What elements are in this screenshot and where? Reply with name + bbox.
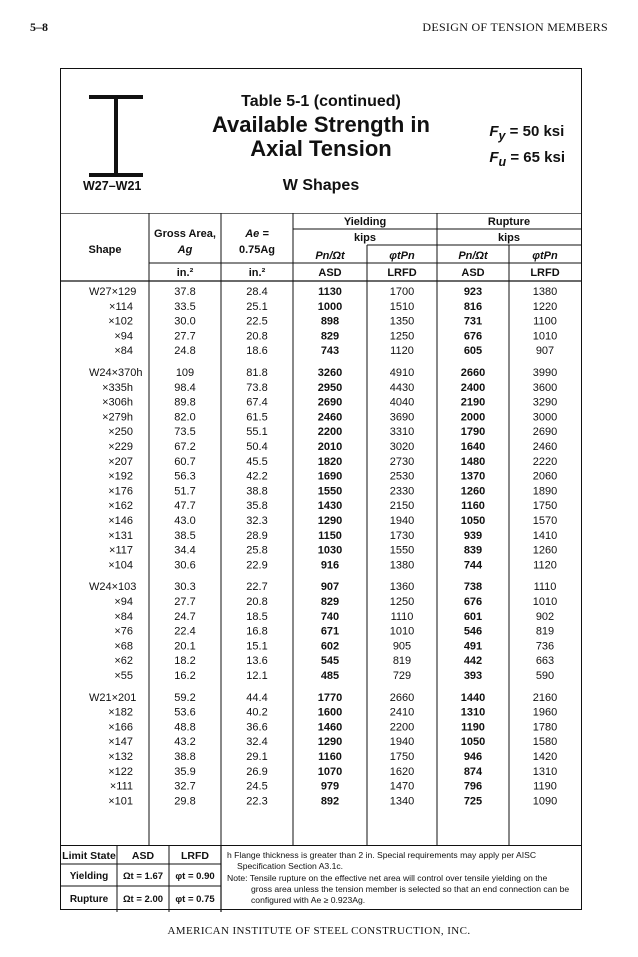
unit-rupt-lrfd: LRFD	[530, 267, 560, 279]
yield-asd-value: 1550	[317, 485, 343, 498]
rupt-lrfd-value: 1960	[532, 706, 558, 719]
gross-area-value: 35.9	[174, 765, 196, 778]
rupt-asd-value: 2660	[460, 367, 486, 379]
rupt-lrfd-value: 1190	[533, 780, 557, 793]
rupt-asd-value: 1370	[460, 470, 486, 483]
shape-designation: ×101	[108, 795, 133, 808]
gross-area-value: 27.7	[174, 596, 196, 608]
gross-area-value: 24.8	[174, 345, 196, 358]
rupt-lrfd-value: 2160	[532, 691, 558, 704]
gross-area-value: 27.7	[174, 330, 196, 343]
shape-designation: W27×129	[89, 286, 137, 298]
shape-designation: ×162	[108, 500, 133, 513]
fu-value: $F_u = 65$ ksi	[489, 149, 565, 169]
yield-lrfd-value: 729	[392, 670, 412, 682]
rupt-lrfd-value: 1890	[532, 485, 558, 498]
col-header-yielding-kips: kips	[353, 232, 377, 244]
rupt-asd-value: 738	[463, 581, 483, 594]
yield-asd-value: 2200	[317, 426, 343, 439]
rupt-lrfd-value: 1100	[533, 315, 557, 328]
yield-asd-value: 602	[320, 640, 340, 653]
yield-asd-value: 1770	[317, 691, 343, 704]
shape-designation: ×94	[114, 596, 133, 608]
table-frame	[60, 68, 582, 910]
shape-designation: ×111	[109, 780, 133, 793]
yield-lrfd-value: 1940	[389, 515, 415, 527]
yield-lrfd-value: 2200	[389, 721, 415, 734]
shape-designation: ×55	[114, 670, 133, 682]
ae-value: 28.4	[246, 286, 268, 298]
shape-designation: ×122	[108, 765, 133, 778]
footer-asd: ASD	[131, 850, 155, 862]
ae-value: 26.9	[246, 765, 268, 778]
gross-area-value: 16.2	[174, 670, 196, 682]
ae-value: 20.8	[246, 596, 268, 608]
shape-designation: ×76	[114, 625, 133, 638]
footer-yielding-asd: Ωt = 1.67	[122, 871, 164, 882]
unit-ae: in.²	[248, 267, 266, 279]
shape-designation: W21×201	[89, 691, 137, 704]
shape-designation: ×229	[108, 441, 133, 453]
shape-designation: W24×103	[89, 581, 137, 594]
ae-value: 22.3	[246, 795, 268, 808]
rupt-asd-value: 946	[463, 751, 483, 763]
ae-value: 38.8	[246, 485, 268, 498]
unit-yield-asd: ASD	[318, 267, 342, 279]
yield-lrfd-value: 4040	[389, 396, 415, 409]
ae-value: 61.5	[246, 411, 268, 424]
page-number: 5–8	[30, 20, 48, 34]
shape-designation: ×147	[108, 736, 133, 749]
yield-asd-value: 1130	[318, 286, 342, 298]
yield-asd-value: 1150	[318, 529, 342, 542]
rupt-asd-value: 1310	[460, 706, 486, 719]
yield-asd-value: 1430	[317, 500, 343, 513]
shape-designation: ×306h	[102, 396, 133, 409]
shape-designation: ×146	[108, 515, 133, 527]
gross-area-value: 53.6	[174, 706, 196, 719]
note-line1: Note: Tensile rupture on the effective net area will control over tensile yielding on the	[227, 873, 548, 883]
yield-asd-value: 743	[320, 345, 340, 358]
gross-area-value: 34.4	[174, 544, 196, 557]
rupt-asd-value: 1480	[460, 455, 486, 468]
gross-area-value: 67.2	[174, 441, 196, 453]
table-footer	[61, 845, 581, 912]
yield-lrfd-value: 1250	[389, 596, 415, 608]
footer-yielding-lrfd: φt = 0.90	[175, 871, 215, 882]
gross-area-value: 56.3	[174, 470, 196, 483]
rupt-lrfd-value: 1580	[532, 736, 558, 749]
ae-value: 12.1	[246, 670, 268, 682]
gross-area-value: 43.0	[174, 515, 196, 527]
gross-area-value: 82.0	[174, 411, 196, 424]
unit-gross-area: in.²	[176, 267, 194, 279]
material-properties	[489, 121, 565, 173]
yield-lrfd-value: 1360	[389, 581, 415, 594]
gross-area-value: 22.4	[174, 625, 196, 638]
rupt-lrfd-value: 1120	[533, 559, 557, 572]
gross-area-value: 48.8	[174, 721, 196, 734]
table-subtitle: W Shapes	[282, 177, 360, 194]
rupt-lrfd-value: 1260	[532, 544, 558, 557]
rupt-asd-value: 744	[463, 559, 483, 572]
rupt-asd-value: 1790	[460, 426, 486, 439]
shape-designation: ×207	[108, 455, 133, 468]
rupt-lrfd-value: 3000	[532, 411, 558, 424]
yield-asd-value: 1600	[317, 706, 343, 719]
gross-area-value: 29.8	[174, 795, 196, 808]
rupt-asd-value: 2190	[460, 396, 486, 409]
yield-asd-value: 2010	[317, 441, 343, 453]
rupt-lrfd-value: 2060	[532, 470, 558, 483]
shape-designation: ×131	[108, 529, 133, 542]
yield-lrfd-value: 1350	[389, 315, 415, 328]
footer-lrfd: LRFD	[181, 850, 209, 862]
yield-asd-value: 2950	[317, 381, 343, 394]
gross-area-value: 51.7	[174, 485, 196, 498]
shape-range-label: W27–W21	[83, 179, 142, 193]
yield-lrfd-value: 3690	[389, 411, 415, 424]
ae-value: 24.5	[246, 780, 268, 793]
publisher-line: AMERICAN INSTITUTE OF STEEL CONSTRUCTION, INC.	[167, 925, 471, 937]
rupt-lrfd-value: 1010	[532, 596, 558, 608]
yield-lrfd-value: 1340	[389, 795, 415, 808]
shape-designation: ×279h	[102, 411, 133, 424]
rupt-lrfd-value: 1410	[532, 529, 558, 542]
gross-area-value: 89.8	[174, 396, 196, 409]
ae-value: 29.1	[246, 751, 268, 763]
shape-designation: ×117	[109, 544, 133, 557]
col-header-rupture-kips: kips	[497, 232, 521, 244]
yield-asd-value: 740	[320, 610, 340, 623]
yield-asd-value: 907	[320, 581, 340, 594]
gross-area-value: 38.8	[174, 751, 196, 763]
yield-lrfd-value: 3020	[389, 441, 415, 453]
yield-lrfd-value: 1550	[389, 544, 415, 557]
yield-asd-value: 916	[320, 559, 340, 572]
yield-asd-value: 2690	[317, 396, 343, 409]
shape-designation: ×132	[108, 751, 133, 763]
yield-lrfd-value: 1620	[389, 765, 415, 778]
rupt-lrfd-value: 3600	[532, 381, 558, 394]
ae-value: 22.7	[246, 581, 268, 594]
rupt-lrfd-value: 1090	[532, 795, 558, 808]
yield-asd-value: 1460	[317, 721, 343, 734]
yield-asd-value: 3260	[317, 367, 343, 379]
note-line3: configured with Ae ≥ 0.923Ag.	[251, 895, 366, 905]
gross-area-value: 33.5	[174, 300, 196, 313]
shape-designation: ×102	[108, 315, 133, 328]
rupt-asd-value: 676	[463, 596, 483, 608]
strength-table	[61, 213, 581, 845]
shape-designation: ×250	[108, 426, 133, 439]
col-header-ae: Ae =	[245, 228, 269, 240]
yield-lrfd-value: 1730	[389, 529, 415, 542]
col-header-shape: Shape	[88, 244, 122, 256]
col-header-rupt-asd-sym: Pn/Ωt	[458, 250, 488, 262]
rupt-asd-value: 601	[463, 610, 483, 623]
ae-value: 20.8	[246, 330, 268, 343]
rupt-lrfd-value: 1750	[532, 500, 558, 513]
col-header-rupture: Rupture	[487, 216, 531, 228]
yield-lrfd-value: 1110	[390, 610, 414, 623]
rupt-lrfd-value: 1570	[532, 515, 558, 527]
rupt-asd-value: 1190	[461, 721, 485, 734]
yield-asd-value: 829	[320, 596, 340, 608]
yield-asd-value: 485	[320, 670, 340, 682]
col-header-yielding: Yielding	[343, 216, 387, 228]
col-header-yield-asd-sym: Pn/Ωt	[315, 250, 345, 262]
table-number: Table 5-1 (continued)	[241, 93, 401, 110]
ae-value: 40.2	[246, 706, 268, 719]
rupt-lrfd-value: 1380	[532, 286, 558, 298]
gross-area-value: 24.7	[174, 610, 196, 623]
yield-lrfd-value: 1470	[389, 780, 415, 793]
rupt-asd-value: 2400	[460, 381, 486, 394]
ae-value: 25.1	[246, 300, 268, 313]
rupt-lrfd-value: 590	[535, 670, 555, 682]
shape-designation: ×114	[109, 300, 133, 313]
unit-yield-lrfd: LRFD	[387, 267, 417, 279]
col-header-ae-expr: 0.75Ag	[238, 244, 276, 256]
footer-rupture-asd: Ωt = 2.00	[122, 894, 164, 905]
rupt-asd-value: 874	[463, 765, 483, 778]
table-title-line1: Available Strength in	[211, 112, 430, 137]
col-header-yield-lrfd-sym: φtPn	[389, 250, 415, 262]
rupt-asd-value: 725	[463, 795, 483, 808]
yield-lrfd-value: 2530	[389, 470, 415, 483]
yield-asd-value: 1690	[317, 470, 343, 483]
yield-asd-value: 1290	[317, 515, 343, 527]
rupt-asd-value: 1050	[460, 515, 486, 527]
rupt-asd-value: 676	[463, 330, 483, 343]
shape-designation: ×176	[108, 485, 133, 498]
gross-area-value: 37.8	[174, 286, 196, 298]
gross-area-value: 60.7	[174, 455, 196, 468]
gross-area-value: 59.2	[174, 691, 196, 704]
yield-lrfd-value: 819	[392, 655, 412, 668]
shape-designation: ×94	[114, 330, 133, 343]
rupt-asd-value: 1160	[461, 500, 485, 513]
yield-lrfd-value: 2150	[389, 500, 415, 513]
rupt-asd-value: 731	[463, 315, 483, 328]
rupt-asd-value: 796	[463, 780, 483, 793]
yield-lrfd-value: 2730	[389, 455, 415, 468]
yield-lrfd-value: 2330	[389, 485, 415, 498]
rupt-lrfd-value: 1110	[533, 581, 557, 594]
yield-lrfd-value: 1010	[389, 625, 415, 638]
col-header-gross-area: Gross Area,	[154, 228, 216, 240]
yield-asd-value: 1000	[317, 300, 343, 313]
shape-designation: ×166	[108, 721, 133, 734]
rupt-asd-value: 442	[463, 655, 483, 668]
shape-designation: ×192	[108, 470, 133, 483]
rupt-lrfd-value: 819	[535, 625, 555, 638]
gross-area-value: 30.3	[174, 581, 196, 594]
rupt-lrfd-value: 1420	[532, 751, 558, 763]
rupt-lrfd-value: 2220	[532, 455, 558, 468]
i-beam-icon	[89, 95, 143, 177]
gross-area-value: 38.5	[174, 529, 196, 542]
yield-asd-value: 545	[320, 655, 340, 668]
rupt-lrfd-value: 3990	[532, 367, 558, 379]
rupt-asd-value: 2000	[460, 411, 486, 424]
table-title-line2: Axial Tension	[250, 136, 392, 161]
shape-designation: ×68	[114, 640, 133, 653]
ae-value: 16.8	[246, 625, 268, 638]
rupt-asd-value: 1260	[460, 485, 486, 498]
ae-value: 44.4	[246, 691, 268, 704]
ae-value: 32.4	[246, 736, 268, 749]
ae-value: 22.9	[246, 559, 268, 572]
gross-area-value: 109	[175, 367, 195, 379]
col-header-ag: Ag	[177, 244, 193, 256]
yield-lrfd-value: 1250	[389, 330, 415, 343]
yield-asd-value: 979	[320, 780, 340, 793]
ae-value: 42.2	[246, 470, 268, 483]
ae-value: 35.8	[246, 500, 268, 513]
table-header	[61, 69, 581, 213]
gross-area-value: 98.4	[174, 381, 196, 394]
yield-lrfd-value: 1380	[389, 559, 415, 572]
rupt-lrfd-value: 3290	[532, 396, 558, 409]
ae-value: 67.4	[246, 396, 268, 409]
rupt-lrfd-value: 902	[535, 610, 555, 623]
ae-value: 28.9	[246, 529, 268, 542]
rupt-lrfd-value: 1010	[532, 330, 558, 343]
shape-designation: ×335h	[102, 381, 133, 394]
rupt-asd-value: 816	[463, 300, 483, 313]
shape-designation: ×182	[108, 706, 133, 719]
yield-lrfd-value: 1120	[390, 345, 414, 358]
col-header-rupt-lrfd-sym: φtPn	[532, 250, 558, 262]
footer-grid	[61, 846, 581, 912]
rupt-asd-value: 1440	[460, 691, 486, 704]
rupt-lrfd-value: 2460	[532, 441, 558, 453]
yield-lrfd-value: 3310	[389, 426, 415, 439]
yield-asd-value: 1160	[318, 751, 342, 763]
rupt-asd-value: 1050	[460, 736, 486, 749]
ae-value: 73.8	[246, 381, 268, 394]
footer-rupture-lrfd: φt = 0.75	[175, 894, 215, 905]
rupt-asd-value: 546	[463, 625, 483, 638]
footnote-h: h Flange thickness is greater than 2 in. Special requirements may apply per AISC	[227, 850, 537, 860]
shape-designation: ×84	[114, 610, 133, 623]
shape-designation: ×104	[108, 559, 133, 572]
footer-yielding: Yielding	[69, 871, 109, 882]
gross-area-value: 30.6	[174, 559, 196, 572]
yield-asd-value: 1070	[317, 765, 343, 778]
running-head	[30, 20, 608, 36]
ae-value: 50.4	[246, 441, 268, 453]
yield-asd-value: 671	[320, 625, 340, 638]
gross-area-value: 73.5	[174, 426, 196, 439]
ae-value: 18.6	[246, 345, 268, 358]
yield-asd-value: 898	[320, 315, 340, 328]
footnote-h-cont: Specification Section A3.1c.	[237, 861, 344, 871]
rupt-asd-value: 939	[463, 529, 483, 542]
yield-lrfd-value: 1700	[389, 286, 415, 298]
ae-value: 36.6	[246, 721, 268, 734]
yield-asd-value: 1290	[317, 736, 343, 749]
rupt-asd-value: 1640	[460, 441, 486, 453]
yield-asd-value: 2460	[317, 411, 343, 424]
footer-limit-state: Limit State	[62, 850, 116, 862]
rupt-asd-value: 605	[463, 345, 483, 358]
gross-area-value: 43.2	[174, 736, 196, 749]
gross-area-value: 30.0	[174, 315, 196, 328]
rupt-lrfd-value: 1780	[532, 721, 558, 734]
yield-asd-value: 1820	[317, 455, 343, 468]
rupt-lrfd-value: 736	[535, 640, 555, 653]
table-title	[181, 113, 461, 161]
shape-designation: W24×370h	[89, 367, 143, 379]
yield-lrfd-value: 2410	[389, 706, 415, 719]
ae-value: 18.5	[246, 610, 268, 623]
yield-asd-value: 892	[320, 795, 340, 808]
rupt-lrfd-value: 663	[535, 655, 555, 668]
rupt-asd-value: 393	[463, 670, 483, 682]
yield-lrfd-value: 4910	[389, 367, 415, 379]
shape-designation: ×62	[114, 655, 133, 668]
ae-value: 45.5	[246, 455, 268, 468]
yield-lrfd-value: 1940	[389, 736, 415, 749]
ae-value: 81.8	[246, 367, 268, 379]
gross-area-value: 18.2	[174, 655, 196, 668]
yield-lrfd-value: 905	[392, 640, 412, 653]
unit-rupt-asd: ASD	[461, 267, 485, 279]
ae-value: 55.1	[246, 426, 268, 439]
footer-rupture: Rupture	[69, 894, 109, 905]
yield-lrfd-value: 1510	[389, 300, 415, 313]
chapter-title: DESIGN OF TENSION MEMBERS	[422, 20, 608, 34]
gross-area-value: 47.7	[174, 500, 196, 513]
ae-value: 25.8	[246, 544, 268, 557]
note-line2: gross area unless the tension member is selected so that an end connection can be	[251, 884, 570, 894]
fy-value: $F_y = 50$ ksi	[489, 123, 565, 143]
rupt-lrfd-value: 907	[535, 345, 555, 358]
rupt-asd-value: 839	[463, 544, 483, 557]
yield-lrfd-value: 4430	[389, 381, 415, 394]
gross-area-value: 20.1	[174, 640, 196, 653]
rupt-asd-value: 491	[463, 640, 483, 653]
yield-asd-value: 829	[320, 330, 340, 343]
rupt-lrfd-value: 1310	[532, 765, 558, 778]
ae-value: 22.5	[246, 315, 268, 328]
shape-designation: ×84	[114, 345, 133, 358]
yield-lrfd-value: 1750	[389, 751, 415, 763]
yield-asd-value: 1030	[317, 544, 343, 557]
yield-lrfd-value: 2660	[389, 691, 415, 704]
gross-area-value: 32.7	[174, 780, 196, 793]
rupt-asd-value: 923	[463, 286, 483, 298]
rupt-lrfd-value: 2690	[532, 426, 558, 439]
rupt-lrfd-value: 1220	[532, 300, 558, 313]
ae-value: 13.6	[246, 655, 268, 668]
ae-value: 15.1	[246, 640, 268, 653]
ae-value: 32.3	[246, 515, 268, 527]
